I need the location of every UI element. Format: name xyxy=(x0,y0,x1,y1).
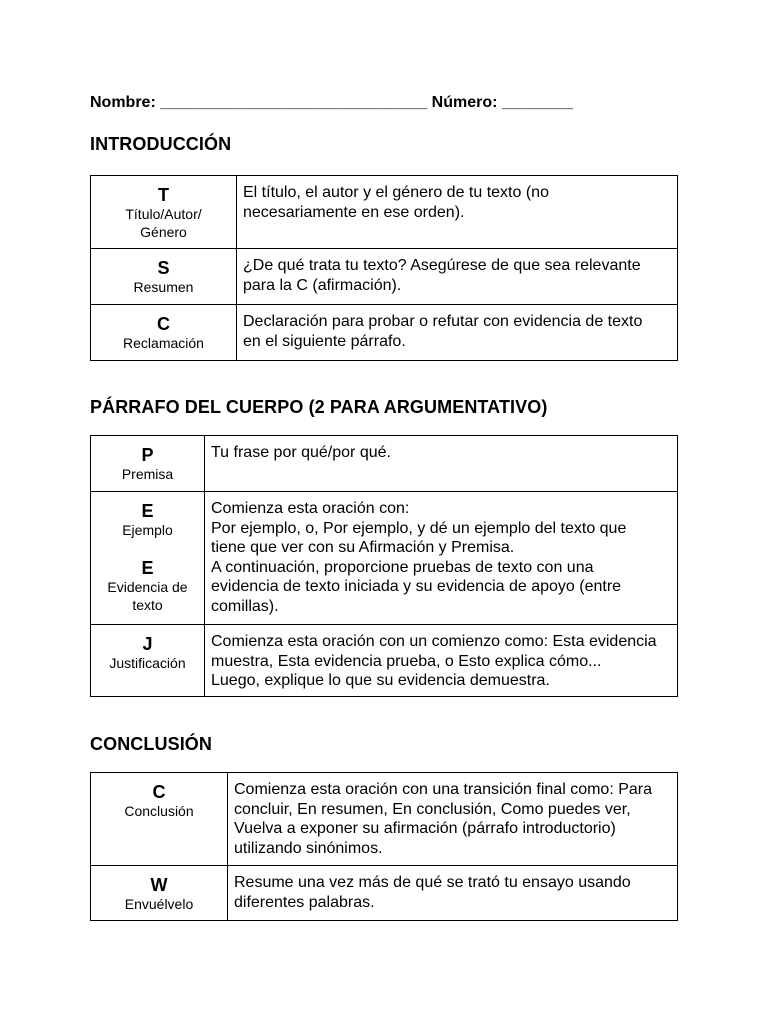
row-text: ¿De qué trata tu texto? Asegúrese de que sea relevante xyxy=(243,257,641,274)
section-title-body-paragraph: PÁRRAFO DEL CUERPO (2 PARA ARGUMENTATIVO) xyxy=(90,397,548,417)
row-label: Título/Autor/ xyxy=(125,206,202,222)
row-description xyxy=(205,492,678,625)
row-text: Resume una vez más de qué se trató tu ensayo usando xyxy=(234,874,631,891)
row-text: Por ejemplo, o, Por ejemplo, y dé un ejemplo del texto que xyxy=(211,519,627,537)
row-text: El título, el autor y el género de tu texto (no xyxy=(243,184,549,201)
name-label: Nombre: xyxy=(90,94,156,111)
row-label: Ejemplo xyxy=(122,522,173,538)
table-row xyxy=(91,773,678,866)
row-letter: P xyxy=(141,445,154,465)
row-description xyxy=(205,436,678,492)
row-text: Comienza esta oración con: xyxy=(211,500,410,517)
row-description xyxy=(237,249,678,305)
row-text: utilizando sinónimos. xyxy=(234,839,383,857)
row-text: concluir, En resumen, En conclusión, Como puedes ver, xyxy=(234,800,631,818)
row-label: Premisa xyxy=(121,466,174,482)
row-key xyxy=(91,436,205,492)
introduction-table xyxy=(90,175,678,361)
row-description xyxy=(237,305,678,361)
row-label: texto xyxy=(132,597,163,613)
row-text: en el siguiente párrafo. xyxy=(243,332,406,350)
row-label: Justificación xyxy=(109,655,186,671)
row-letter: T xyxy=(158,185,169,205)
table-row xyxy=(91,305,678,361)
row-text: para la C (afirmación). xyxy=(243,276,402,294)
row-letter: C xyxy=(157,314,170,334)
row-description xyxy=(205,625,678,697)
row-text: necesariamente en ese orden). xyxy=(243,203,465,221)
row-key xyxy=(91,176,237,249)
row-description xyxy=(237,176,678,249)
row-text: muestra, Esta evidencia prueba, o Esto explica cómo... xyxy=(211,652,602,670)
row-letter: S xyxy=(157,258,170,278)
row-text: diferentes palabras. xyxy=(234,893,375,911)
row-label: Género xyxy=(140,224,187,240)
section-title-introduction: INTRODUCCIÓN xyxy=(90,134,232,154)
row-letter: E xyxy=(141,501,154,521)
row-text: evidencia de texto iniciada y su evidencia de apoyo (entre xyxy=(211,578,622,595)
row-letter: E xyxy=(141,558,154,578)
name-blank: ______________________________ xyxy=(160,94,428,111)
table-row xyxy=(91,176,678,249)
row-text: comillas). xyxy=(211,597,279,615)
table-row xyxy=(91,492,678,625)
row-key xyxy=(91,492,205,625)
table-row xyxy=(91,625,678,697)
table-row xyxy=(91,436,678,492)
row-text: A continuación, proporcione pruebas de texto con una xyxy=(211,558,594,576)
row-text: Luego, explique lo que su evidencia demuestra. xyxy=(211,672,550,689)
row-key xyxy=(91,625,205,697)
row-letter: W xyxy=(150,875,168,895)
row-description xyxy=(228,866,678,921)
row-text: Declaración para probar o refutar con evidencia de texto xyxy=(243,313,643,330)
row-letter: J xyxy=(142,634,153,654)
row-text: Comienza esta oración con un comienzo como: Esta evidencia xyxy=(211,633,657,650)
table-row xyxy=(91,866,678,921)
worksheet-page xyxy=(90,92,678,921)
name-number-line xyxy=(90,92,678,114)
row-text: Tu frase por qué/por qué. xyxy=(211,444,391,461)
row-key xyxy=(91,305,237,361)
conclusion-table xyxy=(90,772,678,921)
row-text: tiene que ver con su Afirmación y Premisa. xyxy=(211,539,515,556)
row-key xyxy=(91,773,228,866)
row-key xyxy=(91,866,228,921)
row-label: Conclusión xyxy=(124,803,194,819)
table-row xyxy=(91,249,678,305)
row-label: Reclamación xyxy=(123,335,204,351)
row-text: Comienza esta oración con una transición final como: Para xyxy=(234,781,652,798)
row-key xyxy=(91,249,237,305)
row-label: Envuélvelo xyxy=(124,896,194,912)
section-title-conclusion: CONCLUSIÓN xyxy=(90,734,212,754)
row-label: Resumen xyxy=(133,279,194,295)
number-label: Número: xyxy=(431,94,498,111)
row-letter: C xyxy=(152,782,166,802)
row-description xyxy=(228,773,678,866)
number-blank: ________ xyxy=(501,94,574,111)
row-text: Vuelva a exponer su afirmación (párrafo introductorio) xyxy=(234,820,616,837)
body-paragraph-table xyxy=(90,435,678,697)
row-label: Evidencia de xyxy=(107,579,188,595)
